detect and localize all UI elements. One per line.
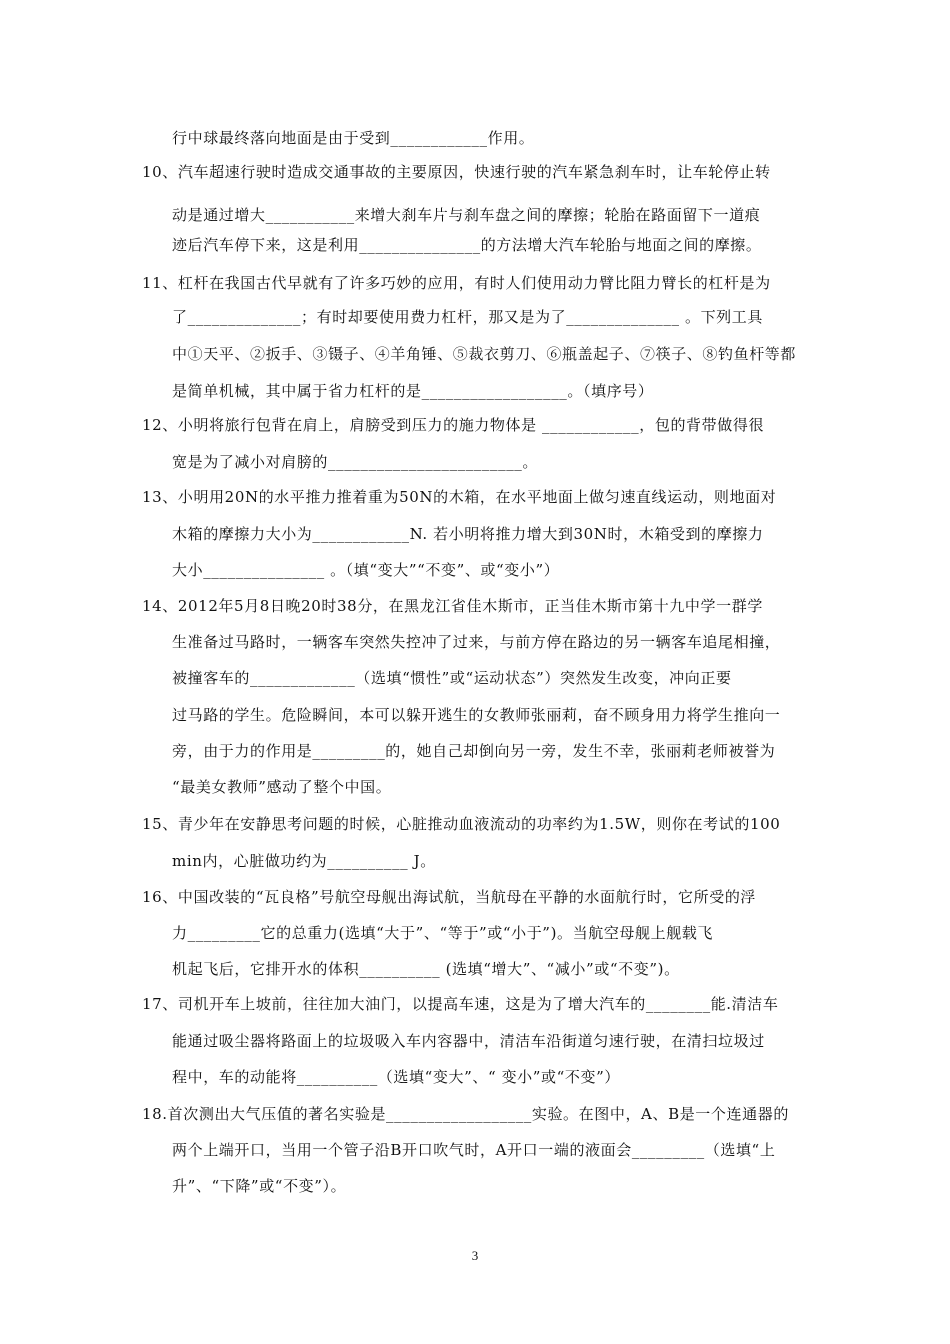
q14-line-4: 过马路的学生。危险瞬间，本可以躲开逃生的女教师张丽莉，奋不顾身用力将学生推向一 — [172, 706, 781, 724]
q17-line-2: 能通过吸尘器将路面上的垃圾吸入车内容器中，清洁车沿街道匀速行驶，在清扫垃圾过 — [172, 1032, 765, 1050]
q11-line-2: 了______________；有时却要使用费力杠杆，那又是为了______________ 。下列工具 — [172, 308, 763, 326]
q13-line-2: 木箱的摩擦力大小为____________N. 若小明将推力增大到30N时，木箱受到的摩擦力 — [172, 525, 764, 543]
q10-line-1: 10、汽车超速行驶时造成交通事故的主要原因，快速行驶的汽车紧急刹车时，让车轮停止转 — [142, 163, 771, 181]
q15-line-2: min内，心脏做功约为__________ J。 — [172, 852, 436, 870]
q11-line-4: 是简单机械，其中属于省力杠杆的是__________________。（填序号） — [172, 382, 654, 400]
q10-line-3: 迹后汽车停下来，这是利用_______________的方法增大汽车轮胎与地面之间的摩擦。 — [172, 236, 762, 254]
q13-line-1: 13、小明用20N的水平推力推着重为50N的木箱，在水平地面上做匀速直线运动，则地面对 — [142, 488, 777, 506]
q15-line-1: 15、青少年在安静思考问题的时候，心脏推动血液流动的功率约为1.5W，则你在考试的100 — [142, 815, 781, 833]
q14-line-6: “最美女教师”感动了整个中国。 — [172, 778, 392, 796]
q18-line-3: 升”、“下降”或“不变”）。 — [172, 1177, 347, 1195]
q11-line-3: 中①天平、②扳手、③镊子、④羊角锤、⑤裁衣剪刀、⑥瓶盖起子、⑦筷子、⑧钓鱼杆等都 — [172, 345, 797, 363]
q16-line-1: 16、中国改装的“瓦良格”号航空母舰出海试航，当航母在平静的水面航行时，它所受的浮 — [142, 888, 757, 906]
q14-line-3: 被撞客车的_____________（选填“惯性”或“运动状态”）突然发生改变，冲向正要 — [172, 669, 732, 687]
q11-line-1: 11、杠杆在我国古代早就有了许多巧妙的应用，有时人们使用动力臂比阻力臂长的杠杆是为 — [142, 274, 771, 292]
q18-line-1: 18.首次测出大气压值的著名实验是__________________实验。在图中，A、B是一个连通器的 — [142, 1105, 789, 1123]
q12-line-1: 12、小明将旅行包背在肩上，肩膀受到压力的施力物体是 ____________，包的背带做得很 — [142, 416, 765, 434]
q17-line-3: 程中，车的动能将__________（选填“变大”、“ 变小”或“不变”） — [172, 1068, 620, 1086]
page-number: 3 — [471, 1248, 479, 1263]
q17-line-1: 17、司机开车上坡前，往往加大油门，以提高车速，这是为了增大汽车的________能.清洁车 — [142, 995, 779, 1013]
q12-line-2: 宽是为了减小对肩膀的________________________。 — [172, 453, 539, 471]
q16-line-2: 力_________它的总重力(选填“大于”、“等于”或“小于”)。当航空母舰上舰载飞 — [172, 924, 714, 942]
q10-line-2: 动是通过增大___________来增大刹车片与刹车盘之间的摩擦；轮胎在路面留下一道痕 — [172, 206, 761, 224]
q18-line-2: 两个上端开口，当用一个管子沿B开口吹气时，A开口一端的液面会_________（选填“上 — [172, 1141, 776, 1159]
q14-line-1: 14、2012年5月8日晚20时38分，在黑龙江省佳木斯市，正当佳木斯市第十九中学一群学 — [142, 597, 763, 615]
q14-line-5: 旁，由于力的作用是_________的，她自己却倒向另一旁，发生不幸，张丽莉老师被誉为 — [172, 742, 776, 760]
q14-line-2: 生准备过马路时，一辆客车突然失控冲了过来，与前方停在路边的另一辆客车追尾相撞， — [172, 633, 781, 651]
q16-line-3: 机起飞后，它排开水的体积__________ (选填“增大”、“减小”或“不变”)。 — [172, 960, 680, 978]
q9-continuation-line: 行中球最终落向地面是由于受到____________作用。 — [172, 129, 535, 147]
q13-line-3: 大小_______________ 。（填“变大”“不变”、或“变小”） — [172, 561, 560, 579]
